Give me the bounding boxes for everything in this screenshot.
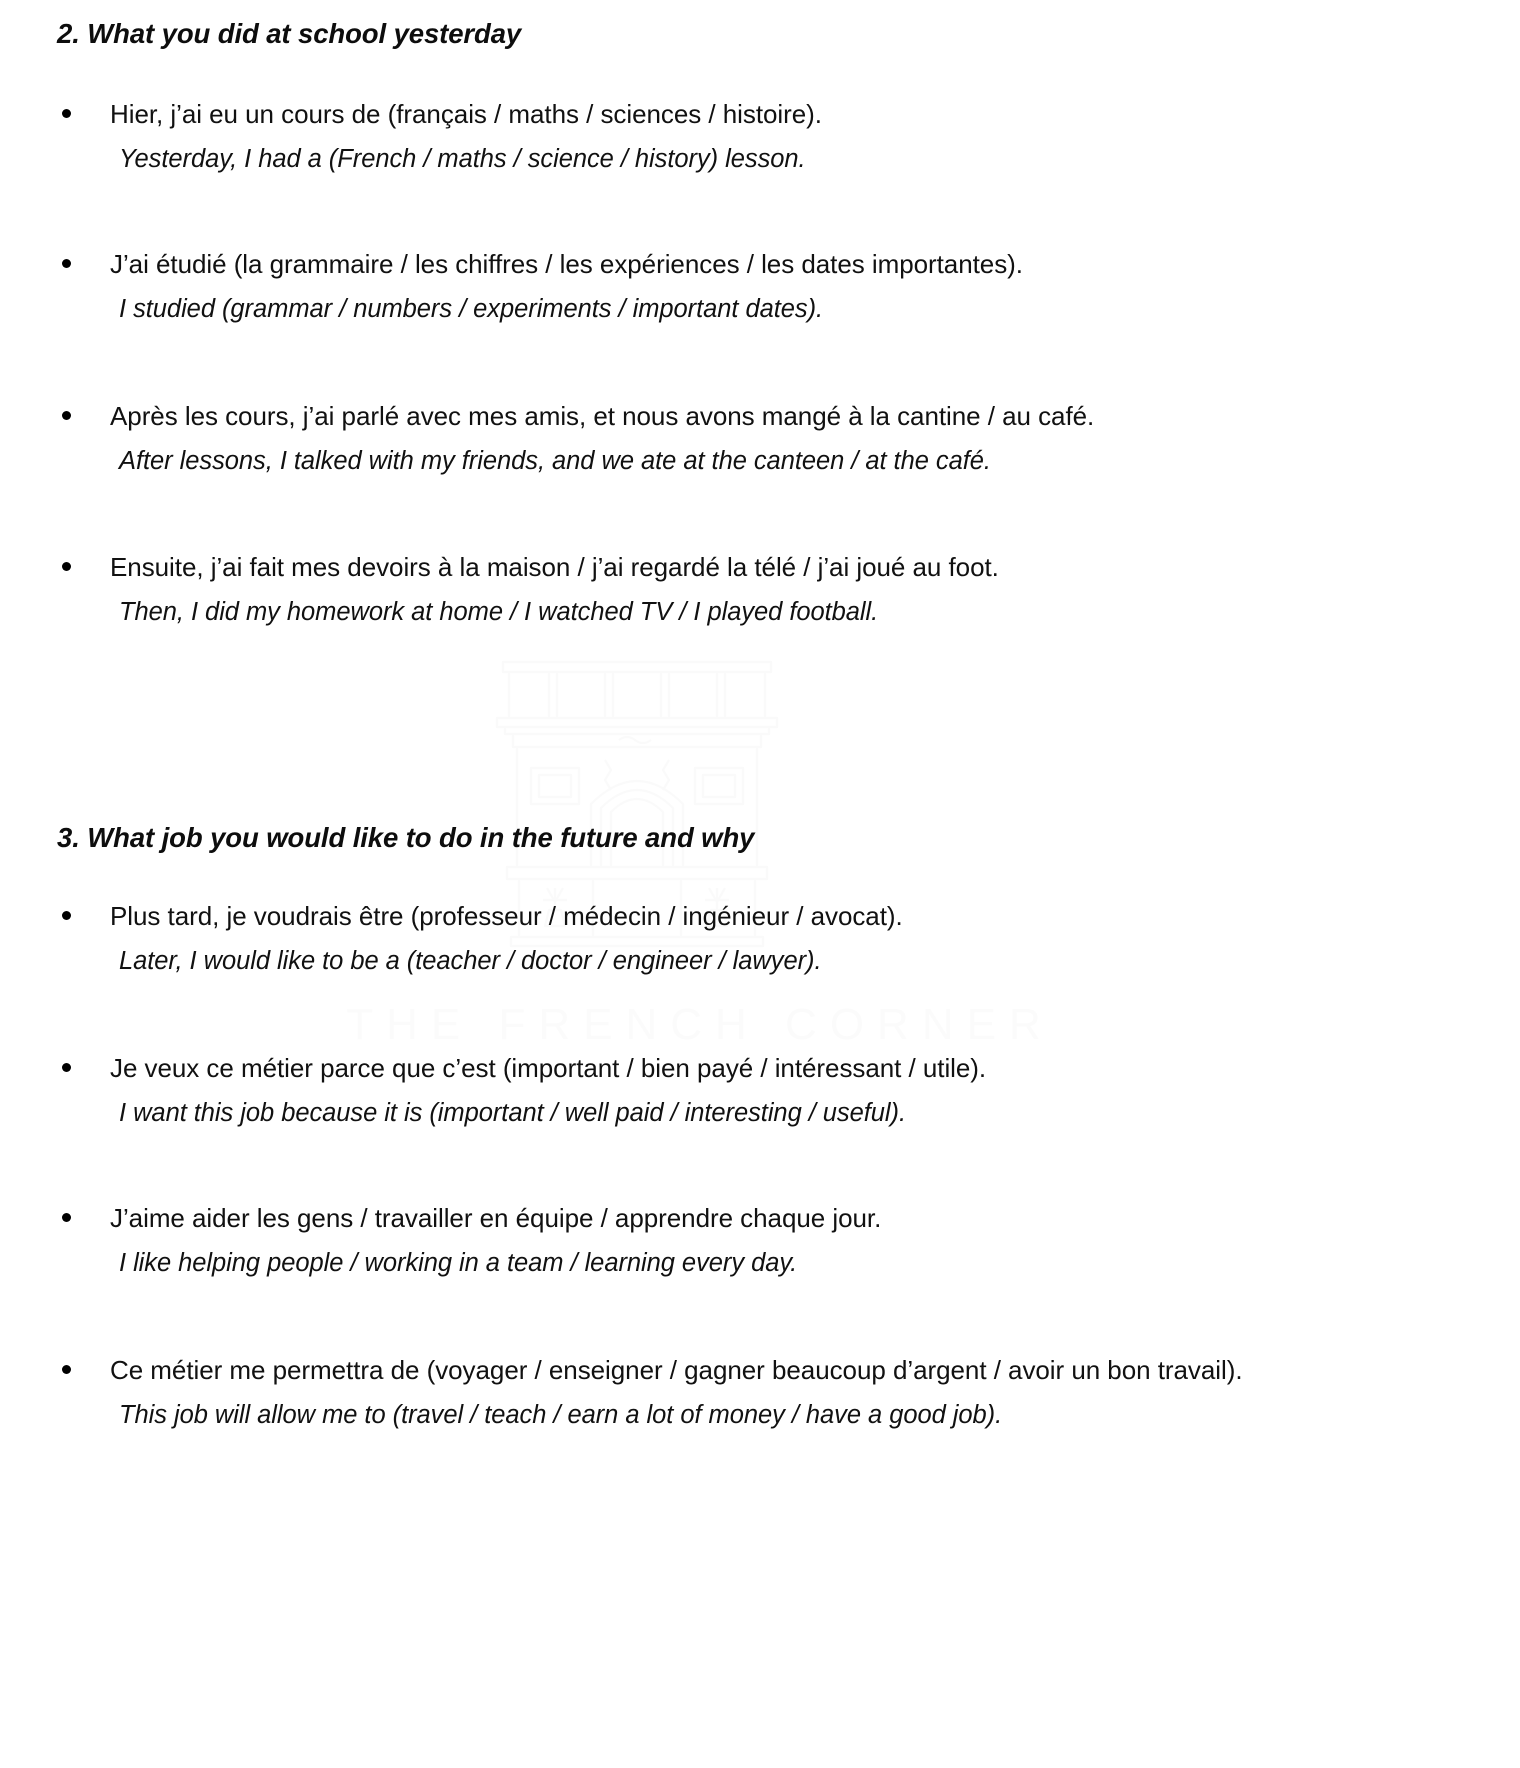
english-translation: I like helping people / working in a team / learning every day. [119,1248,798,1277]
french-sentence: J’ai étudié (la grammaire / les chiffres / les expériences / les dates importantes). [110,249,1023,279]
english-translation: Then, I did my homework at home / I watched TV / I played football. [119,597,879,626]
bullet-dot-icon [62,411,71,420]
bullet-dot-icon [62,562,71,571]
bullet-dot-icon [62,1365,71,1374]
french-sentence: Plus tard, je voudrais être (professeur / médecin / ingénieur / avocat). [110,901,903,931]
english-translation: After lessons, I talked with my friends, and we ate at the canteen / at the café. [119,446,991,475]
list-item [0,246,1510,328]
french-sentence: J’aime aider les gens / travailler en équipe / apprendre chaque jour. [110,1203,882,1233]
french-sentence: Après les cours, j’ai parlé avec mes amis, et nous avons mangé à la cantine / au café. [110,401,1095,431]
list-item [0,898,1510,980]
french-sentence: Je veux ce métier parce que c’est (important / bien payé / intéressant / utile). [110,1053,987,1083]
list-item [0,96,1510,178]
bullet-dot-icon [62,911,71,920]
list-item [0,1200,1510,1282]
english-translation: Later, I would like to be a (teacher / doctor / engineer / lawyer). [119,946,822,975]
brand-watermark-text: THE FRENCH CORNER [346,1000,1054,1049]
section-heading-3: 3. What job you would like to do in the future and why [57,822,755,853]
bullet-dot-icon [62,109,71,118]
english-translation: This job will allow me to (travel / teach / earn a lot of money / have a good job). [119,1400,1003,1429]
list-item [0,549,1510,631]
french-sentence: Ensuite, j’ai fait mes devoirs à la maison / j’ai regardé la télé / j’ai joué au foot. [110,552,999,582]
bullet-dot-icon [62,259,71,268]
french-sentence: Hier, j’ai eu un cours de (français / maths / sciences / histoire). [110,99,822,129]
english-translation: Yesterday, I had a (French / maths / science / history) lesson. [119,144,806,173]
bullet-dot-icon [62,1063,71,1072]
english-translation: I studied (grammar / numbers / experiments / important dates). [119,294,824,323]
section-heading-2: 2. What you did at school yesterday [57,18,522,49]
french-sentence: Ce métier me permettra de (voyager / enseigner / gagner beaucoup d’argent / avoir un bon travail). [110,1355,1243,1385]
english-translation: I want this job because it is (important / well paid / interesting / useful). [119,1098,907,1127]
list-item [0,398,1510,480]
list-item [0,1352,1510,1434]
bullet-dot-icon [62,1213,71,1222]
list-item [0,1050,1510,1132]
